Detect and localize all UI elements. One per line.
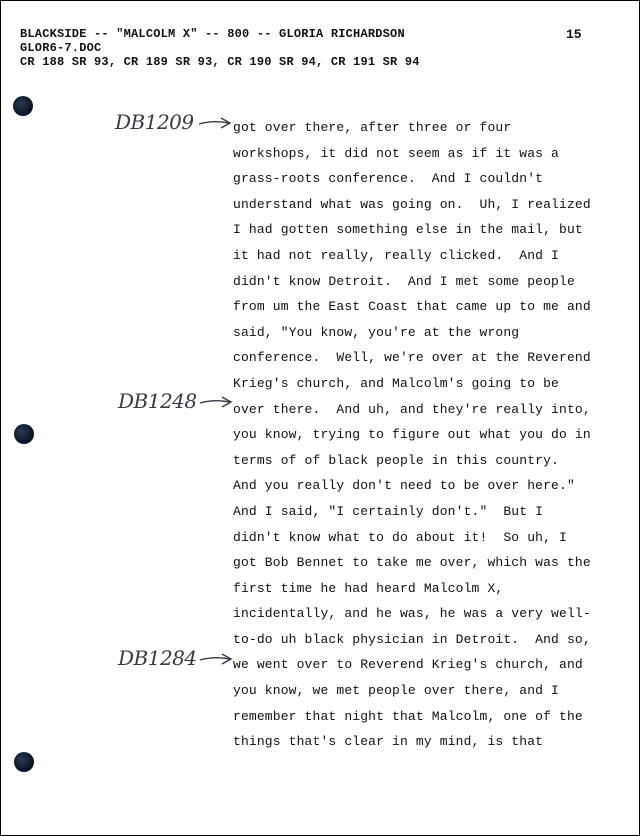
- document-header: [20, 27, 420, 69]
- header-roll-line: CR 188 SR 93, CR 189 SR 93, CR 190 SR 94, CR 191 SR 94: [20, 55, 420, 69]
- transcript-body: [233, 115, 628, 755]
- annotation-label: DB1248: [118, 389, 197, 413]
- transcript-line: understand what was going on. Uh, I realized: [233, 196, 591, 212]
- annotation-label: DB1209: [115, 110, 194, 134]
- transcript-line: grass-roots conference. And I couldn't: [233, 171, 544, 187]
- transcript-line: terms of of black people in this country.: [233, 452, 560, 468]
- transcript-line: And you really don't need to be over here.": [233, 478, 575, 494]
- transcript-line: incidentally, and he was, he was a very well-: [233, 606, 591, 622]
- transcript-line: from um the East Coast that came up to me and: [233, 299, 591, 315]
- binder-hole-bottom: [14, 752, 34, 772]
- header-title-line: BLACKSIDE -- "MALCOLM X" -- 800 -- GLORIA RICHARDSON: [20, 27, 405, 41]
- transcript-line: conference. Well, we're over at the Reverend: [233, 350, 591, 366]
- transcript-line: got Bob Bennet to take me over, which was the: [233, 555, 591, 571]
- transcript-line: you know, trying to figure out what you do in: [233, 427, 591, 443]
- header-filename-line: GLOR6-7.DOC: [20, 41, 102, 55]
- transcript-line: to-do uh black physician in Detroit. And so,: [233, 631, 591, 647]
- transcript-line: we went over to Reverend Krieg's church, and: [233, 657, 583, 673]
- transcript-line: things that's clear in my mind, is that: [233, 734, 544, 750]
- page-number: 15: [566, 27, 582, 42]
- annotation-label: DB1284: [118, 646, 197, 670]
- transcript-line: didn't know what to do about it! So uh, I: [233, 529, 567, 545]
- transcript-line: got over there, after three or four: [233, 120, 512, 135]
- transcript-line: workshops, it did not seem as if it was a: [233, 145, 560, 161]
- transcript-line: said, "You know, you're at the wrong: [233, 324, 520, 340]
- transcript-line: Krieg's church, and Malcolm's going to be: [233, 375, 560, 391]
- transcript-line: didn't know Detroit. And I met some people: [233, 273, 575, 289]
- handwritten-annotation: [115, 110, 194, 134]
- transcript-line: it had not really, really clicked. And I: [233, 247, 560, 263]
- transcript-line: remember that night that Malcolm, one of the: [233, 708, 583, 724]
- transcript-line: first time he had heard Malcolm X,: [233, 580, 504, 596]
- transcript-line: over there. And uh, and they're really into,: [233, 401, 591, 417]
- handwritten-annotation: [118, 389, 197, 413]
- transcript-line: And I said, "I certainly don't." But I: [233, 503, 544, 519]
- transcript-line: I had gotten something else in the mail, but: [233, 222, 583, 238]
- handwritten-annotation: [118, 646, 197, 670]
- binder-hole-top: [13, 96, 33, 116]
- binder-hole-middle: [14, 424, 34, 444]
- transcript-line: you know, we met people over there, and I: [233, 683, 560, 699]
